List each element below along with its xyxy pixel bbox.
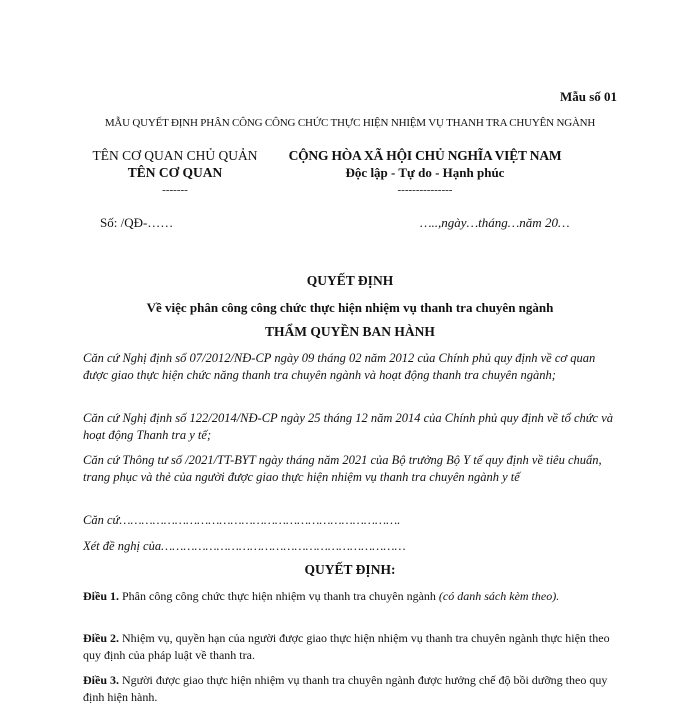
article-text: Phân công công chức thực hiện nhiệm vụ thanh tra chuyên ngành	[119, 589, 439, 603]
article-label: Điều 1.	[83, 589, 119, 603]
article-text: Người được giao thực hiện nhiệm vụ thanh tra chuyên ngành được hưởng chế độ bồi dưỡng theo quy định hiện hành.	[83, 673, 608, 704]
parent-agency-name: TÊN CƠ QUAN CHỦ QUẢN	[92, 148, 258, 163]
agency-separator: -------	[162, 184, 188, 196]
national-motto: Độc lập - Tự do - Hạnh phúc	[345, 165, 505, 180]
article-2	[83, 630, 623, 664]
article-label: Điều 3.	[83, 673, 119, 687]
article-1	[83, 588, 623, 605]
motto-separator: ---------------	[397, 184, 453, 196]
decision-title: QUYẾT ĐỊNH	[306, 273, 394, 288]
national-header	[275, 147, 575, 199]
article-text: Nhiệm vụ, quyền hạn của người được giao thực hiện nhiệm vụ thanh tra chuyên ngành thực hiện theo quy định của pháp luật về thanh tra.	[83, 631, 610, 662]
article-label: Điều 2.	[83, 631, 119, 645]
article-3	[83, 672, 623, 706]
preamble-clause: Căn cứ Nghị định số 122/2014/NĐ-CP ngày 25 tháng 12 năm 2014 của Chính phủ quy định về tổ chức và hoạt động Thanh tra y tế;	[83, 411, 614, 442]
document-heading: MẪU QUYẾT ĐỊNH PHÂN CÔNG CÔNG CHỨC THỰC HIỆN NHIỆM VỤ THANH TRA CHUYÊN NGÀNH	[104, 117, 596, 129]
agency-name: TÊN CƠ QUAN	[127, 165, 223, 180]
issuing-authority: THẨM QUYỀN BAN HÀNH	[265, 324, 435, 339]
decision-heading: QUYẾT ĐỊNH:	[304, 562, 396, 577]
document-number: Số: /QĐ-……	[100, 215, 174, 230]
form-number: Mẫu số 01	[559, 89, 617, 104]
article-note: (có danh sách kèm theo).	[438, 589, 560, 603]
agency-header	[90, 147, 260, 199]
preamble-clause: Căn cứ Thông tư số /2021/TT-BYT ngày tháng năm 2021 của Bộ trưởng Bộ Y tế quy định về tiêu chuẩn, trang phục và thẻ của người được giao thực hiện nhiệm vụ thanh tra chuyên ngành y tế	[83, 453, 602, 484]
decision-subtitle: Về việc phân công công chức thực hiện nhiệm vụ thanh tra chuyên ngành	[146, 300, 554, 315]
national-title: CỘNG HÒA XÃ HỘI CHỦ NGHĨA VIỆT NAM	[288, 148, 562, 163]
preamble-clause: Căn cứ………………………………………………………………….	[83, 513, 401, 527]
document-date: …..,ngày…tháng…năm 20…	[420, 215, 570, 230]
preamble-clause: Xét đề nghị của…………………………………………………………	[83, 539, 406, 553]
preamble-clause: Căn cứ Nghị định số 07/2012/NĐ-CP ngày 09 tháng 02 năm 2012 của Chính phủ quy định về cơ quan được giao thực hiện chức năng thanh tra chuyên ngành và hoạt động thanh tra chuyên ngành;	[83, 351, 596, 382]
